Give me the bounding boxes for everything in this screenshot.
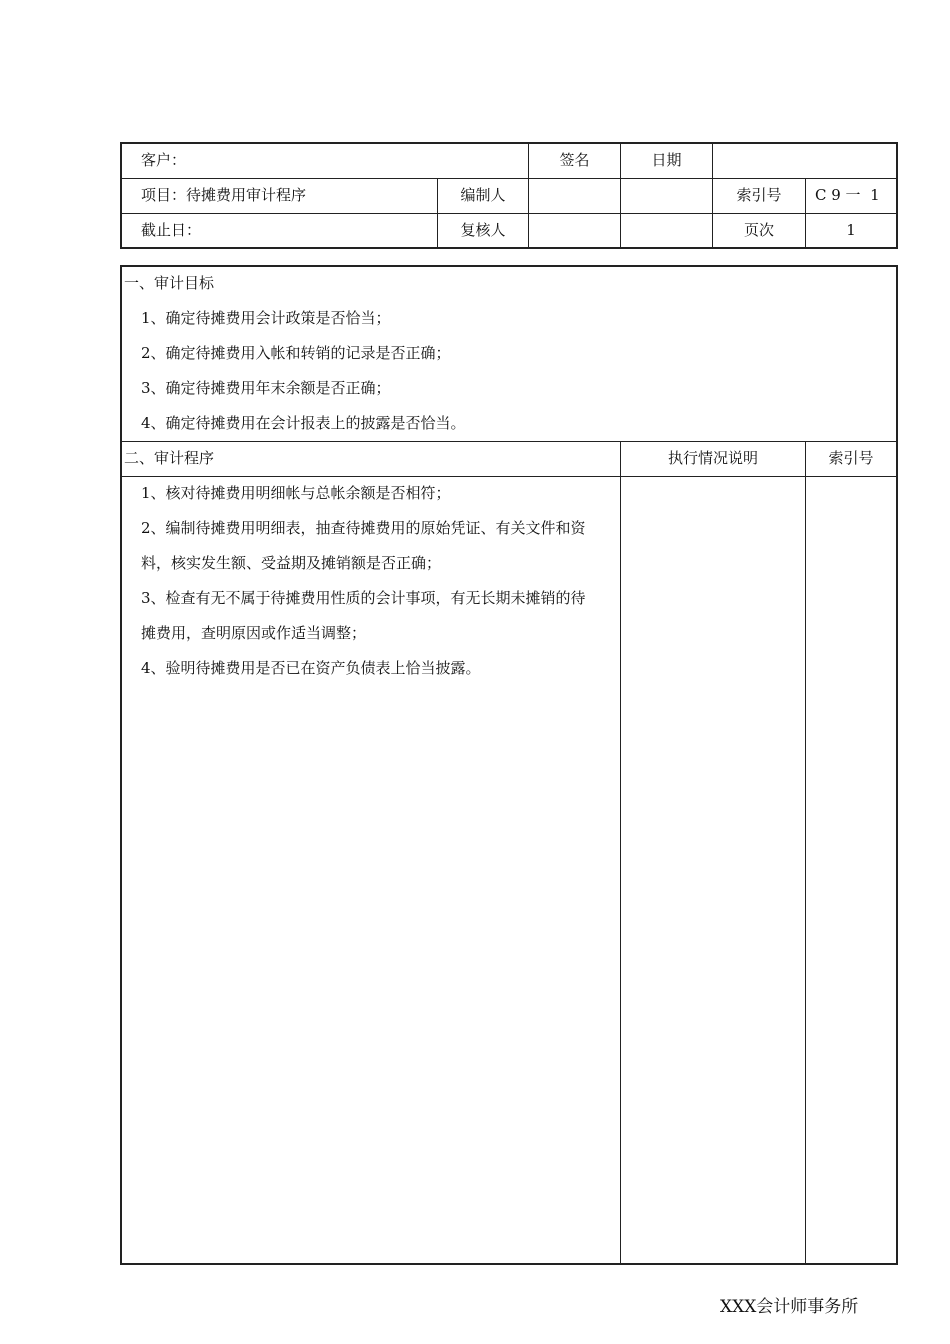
index-col-divider — [805, 441, 806, 1263]
preparer-label: 编制人 — [460, 186, 506, 204]
procedure-line: 料，核实发生额、受益期及摊销额是否正确； — [141, 554, 442, 572]
sign-label: 签名 — [559, 151, 590, 169]
index-label: 索引号 — [736, 186, 782, 204]
objectives-heading: 一、审计目标 — [124, 274, 215, 292]
client-label: 客户： — [141, 151, 187, 169]
execution-column-header: 执行情况说明 — [667, 449, 758, 467]
procedures-heading: 二、审计程序 — [124, 449, 215, 467]
date-label: 日期 — [651, 151, 682, 169]
header-row-divider — [121, 178, 897, 179]
execution-col-divider — [620, 441, 621, 1263]
objective-item: 4、确定待摊费用在会计报表上的披露是否恰当。 — [141, 414, 466, 432]
cutoff-label: 截止日： — [141, 221, 202, 239]
objective-item: 3、确定待摊费用年末余额是否正确； — [141, 379, 391, 397]
page-label: 页次 — [743, 221, 774, 239]
section-divider — [121, 441, 897, 442]
index-value: C 9 一 1 — [815, 186, 880, 204]
procedure-line: 1、核对待摊费用明细帐与总帐余额是否相符； — [141, 484, 451, 502]
header-row-divider — [121, 213, 897, 214]
column-header-divider — [121, 476, 897, 477]
procedure-line: 4、验明待摊费用是否已在资产负债表上恰当披露。 — [141, 659, 481, 677]
project-label: 项目：待摊费用审计程序 — [141, 186, 307, 204]
objective-item: 1、确定待摊费用会计政策是否恰当； — [141, 309, 391, 327]
procedure-line: 2、编制待摊费用明细表，抽查待摊费用的原始凭证、有关文件和资 — [141, 519, 586, 537]
reviewer-label: 复核人 — [460, 221, 506, 239]
page-value: 1 — [846, 221, 856, 239]
firm-name: XXX会计师事务所 — [720, 1297, 859, 1317]
index-column-header: 索引号 — [828, 449, 874, 467]
objective-item: 2、确定待摊费用入帐和转销的记录是否正确； — [141, 344, 451, 362]
procedure-line: 摊费用，查明原因或作适当调整； — [141, 624, 367, 642]
procedure-line: 3、检查有无不属于待摊费用性质的会计事项，有无长期未摊销的待 — [141, 589, 586, 607]
